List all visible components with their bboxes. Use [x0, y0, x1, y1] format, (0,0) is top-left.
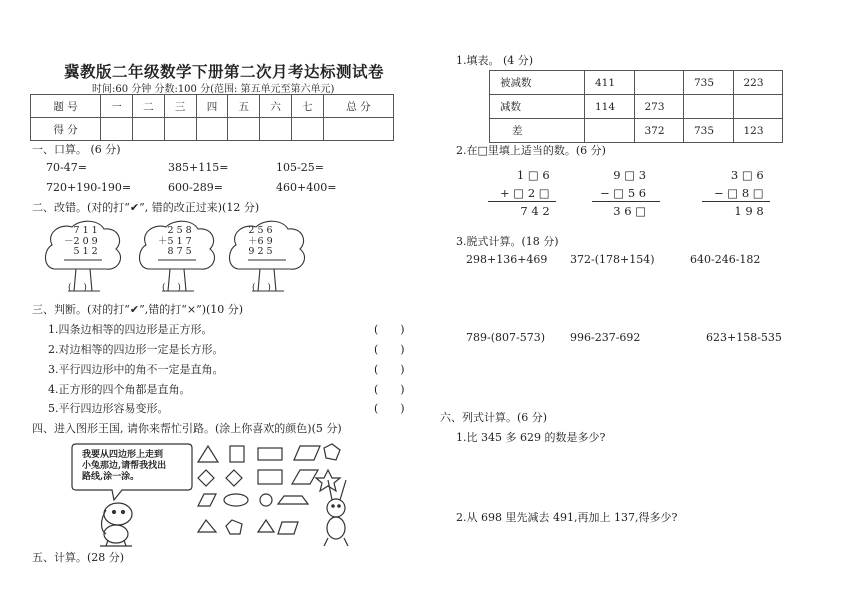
- score-input-cell[interactable]: [323, 118, 393, 141]
- score-cell: 三: [164, 95, 196, 118]
- calc-item: 372-(178+154): [570, 253, 655, 266]
- fill-table-cell: 223: [733, 71, 783, 95]
- section-heading: 三、判断。(对的打“✔”,错的打“×”)(10 分): [32, 303, 244, 316]
- tree-answer-paren[interactable]: ( ): [68, 283, 87, 293]
- answer-paren[interactable]: ( ): [374, 363, 405, 376]
- calc-item: 623+158-535: [706, 331, 782, 344]
- judge-item: 2.对边相等的四边形一定是长方形。: [48, 343, 224, 356]
- score-input-cell[interactable]: [292, 118, 324, 141]
- score-table: [30, 94, 394, 141]
- answer-paren[interactable]: ( ): [374, 402, 405, 415]
- pentagon-shape: [324, 444, 340, 460]
- fill-table-cell: 273: [634, 95, 684, 119]
- calc-item: 789-(807-573): [466, 331, 546, 344]
- answer-paren[interactable]: ( ): [374, 323, 405, 336]
- fill-table-cell: 差: [490, 119, 585, 143]
- section-heading: 一、口算。 (6 分): [32, 143, 121, 156]
- ellipse-shape: [224, 494, 248, 506]
- score-input-cell[interactable]: [132, 118, 164, 141]
- score-cell: 七: [292, 95, 324, 118]
- parallelogram-shape: [292, 470, 318, 484]
- fill-table-row: [490, 71, 783, 95]
- speech-bubble-text: 我要从四边形上走到 小兔那边,请帮我找出 路线,涂一涂。: [82, 450, 167, 482]
- diamond-shape: [226, 470, 242, 486]
- tree-problem: 7 1 1 －2 0 9 5 1 2: [64, 225, 98, 257]
- circle-shape: [260, 494, 272, 506]
- calc-item: 640-246-182: [690, 253, 761, 266]
- score-cell: 六: [260, 95, 292, 118]
- puzzle-line: [592, 201, 660, 202]
- score-input-cell[interactable]: [196, 118, 228, 141]
- fill-table-cell: 411: [585, 71, 635, 95]
- fill-table-cell[interactable]: [684, 95, 734, 119]
- triangle-shape: [198, 446, 218, 462]
- answer-paren[interactable]: ( ): [374, 383, 405, 396]
- oral-item: 385+115=: [168, 161, 229, 174]
- judge-item: 4.正方形的四个角都是直角。: [48, 383, 191, 396]
- answer-paren[interactable]: ( ): [374, 343, 405, 356]
- fill-table-cell: 735: [684, 71, 734, 95]
- square-shape: [230, 446, 244, 462]
- question-heading: 3.脱式计算。(18 分): [456, 235, 559, 248]
- score-cell: 一: [101, 95, 133, 118]
- fill-table-cell: 114: [585, 95, 635, 119]
- judge-item: 5.平行四边形容易变形。: [48, 402, 169, 415]
- oral-item: 105-25=: [276, 161, 324, 174]
- oral-item: 70-47=: [46, 161, 87, 174]
- box-puzzle: 9 □ 3 − □ 5 6 3 6 □: [600, 168, 647, 218]
- calc-item: 996-237-692: [570, 331, 641, 344]
- score-table-header-row: [31, 95, 394, 118]
- question-heading: 1.填表。 (4 分): [456, 54, 534, 67]
- question-heading: 2.在□里填上适当的数。(6 分): [456, 144, 606, 157]
- word-problem: 1.比 345 多 629 的数是多少?: [456, 431, 606, 444]
- pentagon-shape: [226, 520, 242, 534]
- section-heading: 四、进入图形王国, 请你来帮忙引路。(涂上你喜欢的颜色)(5 分): [32, 422, 342, 435]
- trapezoid-shape: [278, 496, 308, 504]
- fill-table: [489, 70, 783, 143]
- puzzle-line: [702, 201, 770, 202]
- page-title: 冀教版二年级数学下册第二次月考达标测试卷: [64, 62, 385, 81]
- box-puzzle: 1 □ 6 + □ 2 □ 7 4 2: [500, 168, 550, 218]
- score-cell: 五: [228, 95, 260, 118]
- section-heading: 六、列式计算。(6 分): [440, 411, 548, 424]
- word-problem: 2.从 698 里先减去 491,再加上 137,得多少?: [456, 511, 678, 524]
- score-cell: 得 分: [31, 118, 101, 141]
- fill-table-cell[interactable]: [733, 95, 783, 119]
- dog-icon: [100, 503, 132, 546]
- score-cell: 总 分: [323, 95, 393, 118]
- oral-item: 720+190-190=: [46, 181, 132, 194]
- fill-table-cell: 735: [684, 119, 734, 143]
- score-cell: 题 号: [31, 95, 101, 118]
- rectangle-shape: [258, 448, 282, 460]
- calc-item: 298+136+469: [466, 253, 548, 266]
- triangle-shape: [198, 520, 216, 532]
- score-cell: 二: [132, 95, 164, 118]
- oral-item: 460+400=: [276, 181, 337, 194]
- fill-table-cell[interactable]: [585, 119, 635, 143]
- parallelogram-shape: [198, 494, 216, 506]
- score-cell: 四: [196, 95, 228, 118]
- tree-answer-paren[interactable]: ( ): [162, 283, 181, 293]
- fill-table-cell: 372: [634, 119, 684, 143]
- tree-problem: 2 5 8 ＋5 1 7 8 7 5: [158, 225, 192, 257]
- score-input-cell[interactable]: [228, 118, 260, 141]
- fill-table-cell: 被减数: [490, 71, 585, 95]
- puzzle-line: [488, 201, 556, 202]
- triangle-shape: [258, 520, 274, 532]
- diamond-shape: [198, 470, 214, 486]
- fill-table-cell: 123: [733, 119, 783, 143]
- oral-item: 600-289=: [168, 181, 223, 194]
- score-input-cell[interactable]: [164, 118, 196, 141]
- fill-table-cell[interactable]: [634, 71, 684, 95]
- page-subtitle: 时间:60 分钟 分数:100 分(范围: 第五单元至第六单元): [92, 84, 335, 95]
- tree-problem: 2 5 6 ＋6 9 9 2 5: [248, 225, 273, 257]
- parallelogram-shape: [294, 446, 320, 460]
- tree-answer-paren[interactable]: ( ): [252, 283, 271, 293]
- judge-item: 3.平行四边形中的角不一定是直角。: [48, 363, 224, 376]
- parallelogram-shape: [278, 522, 298, 534]
- score-input-cell[interactable]: [101, 118, 133, 141]
- rectangle-shape: [258, 470, 282, 484]
- fill-table-row: [490, 95, 783, 119]
- fill-table-cell: 减数: [490, 95, 585, 119]
- box-puzzle: 3 □ 6 − □ 8 □ 1 9 8: [714, 168, 764, 218]
- score-table-score-row: [31, 118, 394, 141]
- section-heading: 二、改错。(对的打“✔”, 错的改正过来)(12 分): [32, 201, 260, 214]
- fill-table-row: [490, 119, 783, 143]
- judge-item: 1.四条边相等的四边形是正方形。: [48, 323, 213, 336]
- score-input-cell[interactable]: [260, 118, 292, 141]
- section-heading: 五、计算。(28 分): [32, 551, 125, 564]
